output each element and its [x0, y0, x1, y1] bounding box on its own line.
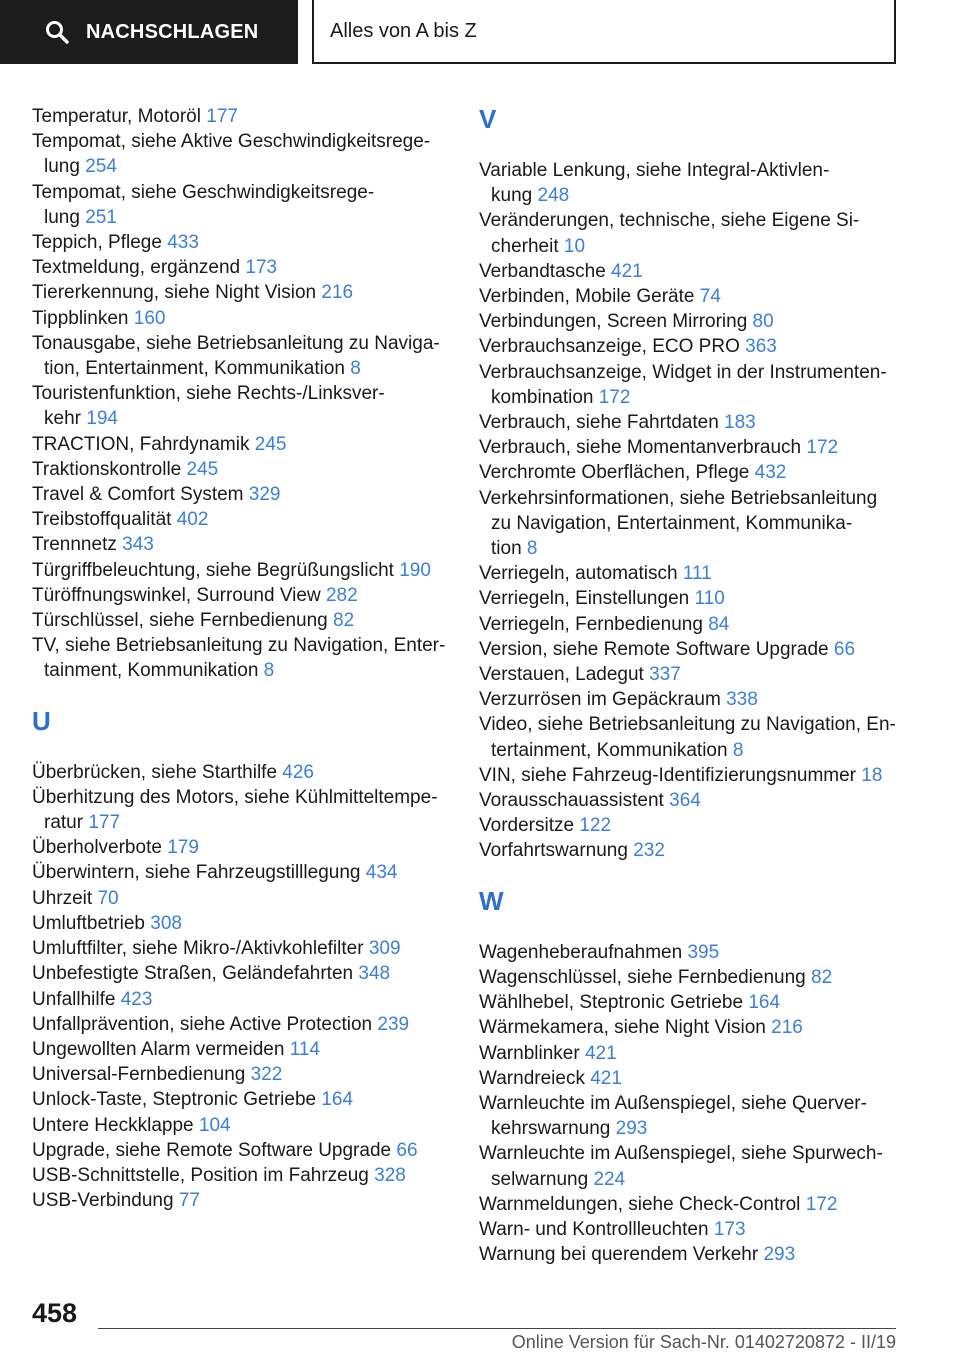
page-reference-link[interactable]: 395	[687, 941, 720, 963]
index-entry-text: Travel & Comfort System	[32, 484, 244, 506]
index-entry	[32, 255, 452, 280]
index-entry	[32, 961, 452, 986]
index-entry-text: Überhitzung des Motors, siehe Kühlmitteltempe-	[32, 786, 438, 808]
index-entry-text: Tippblinken	[32, 307, 129, 329]
page-reference-link[interactable]: 18	[861, 764, 883, 786]
nachschlagen-label: NACHSCHLAGEN	[86, 20, 259, 43]
footer-divider	[98, 1328, 896, 1329]
index-entry	[32, 987, 452, 1012]
page-reference-link[interactable]: 364	[669, 790, 701, 812]
page-reference-link[interactable]: 8	[350, 358, 361, 380]
index-entry	[32, 608, 452, 633]
index-entry-text: Temperatur, Motoröl	[32, 106, 201, 127]
index-entry-text: zu Navigation, Entertainment, Kommunika-	[491, 512, 853, 534]
page-reference-link[interactable]: 8	[263, 660, 275, 682]
index-entry	[479, 1141, 899, 1191]
index-entry	[479, 940, 899, 965]
index-entry-text: lung	[44, 156, 80, 178]
index-entry-text: Veränderungen, technische, siehe Eigene Si-	[479, 210, 860, 232]
index-entry-text: Wagenschlüssel, siehe Fernbedienung	[479, 966, 806, 988]
page-reference-link[interactable]: 421	[611, 260, 643, 282]
index-entry-text: Türöffnungswinkel, Surround View	[32, 584, 321, 606]
index-entry	[32, 1087, 452, 1112]
page-reference-link[interactable]: 421	[584, 1042, 617, 1064]
index-entry	[479, 208, 899, 258]
search-icon	[44, 19, 70, 45]
index-entry	[32, 180, 452, 230]
index-entry-text: tion	[491, 538, 522, 560]
index-entry	[32, 230, 452, 255]
page-reference-link[interactable]: 77	[178, 1190, 200, 1212]
index-entry-text: Verriegeln, automatisch	[479, 563, 678, 585]
index-entry	[479, 309, 899, 334]
page-reference-link[interactable]: 251	[85, 206, 117, 228]
index-letter-heading: U	[32, 705, 51, 736]
index-entry	[479, 662, 899, 687]
index-entry	[479, 1091, 899, 1141]
page-reference-link[interactable]: 172	[805, 1193, 838, 1215]
index-entry-text: Unfallhilfe	[32, 988, 116, 1010]
index-entry	[32, 860, 452, 885]
index-entry	[32, 457, 452, 482]
top-navigation-bar	[0, 0, 960, 66]
page-reference-link[interactable]: 173	[245, 257, 278, 279]
page-reference-link[interactable]: 172	[806, 437, 839, 459]
index-entry	[32, 1062, 452, 1087]
index-entry-text: Wagenheberaufnahmen	[479, 941, 683, 963]
page-reference-link[interactable]: 173	[713, 1218, 746, 1240]
page-reference-link[interactable]: 80	[752, 311, 774, 333]
page-reference-link[interactable]: 177	[206, 106, 238, 127]
index-entry	[32, 1037, 452, 1062]
index-entry-text: Teppich, Pflege	[32, 232, 162, 254]
index-entry	[479, 1242, 899, 1267]
page-reference-link[interactable]: 293	[615, 1118, 648, 1140]
index-entry-text: Verzurrösen im Gepäckraum	[479, 689, 721, 711]
page-reference-link[interactable]: 328	[374, 1164, 406, 1186]
index-entry	[479, 1217, 899, 1242]
index-entry-text: Warnleuchte im Außenspiegel, siehe Querver-	[479, 1092, 867, 1114]
index-entry	[479, 158, 899, 208]
index-entry	[32, 583, 452, 608]
page-reference-link[interactable]: 8	[732, 739, 744, 761]
index-entry-text: tainment, Kommunikation	[44, 660, 259, 682]
index-entry-text: Trennnetz	[32, 534, 117, 556]
page-reference-link[interactable]: 329	[248, 484, 281, 506]
index-entry	[479, 838, 899, 863]
index-entry-text: Warn- und Kontrollleuchten	[479, 1218, 709, 1240]
page-reference-link[interactable]: 84	[708, 613, 730, 635]
index-entry	[32, 835, 452, 860]
index-entry-text: Vordersitze	[479, 815, 575, 837]
page-reference-link[interactable]: 293	[763, 1244, 796, 1266]
index-entry	[479, 410, 899, 435]
index-entry-text: Verriegeln, Fernbedienung	[479, 613, 703, 635]
index-entry	[32, 886, 452, 911]
index-column-right	[479, 104, 899, 1267]
index-entry-text: kung	[491, 185, 533, 207]
index-entry-text: Türgriffbeleuchtung, siehe Begrüßungslicht	[32, 559, 394, 581]
page-reference-link[interactable]: 309	[368, 938, 401, 960]
index-entry-text: Überbrücken, siehe Starthilfe	[32, 761, 278, 783]
index-entry-text: Verkehrsinformationen, siehe Betriebsanleitung	[479, 487, 878, 509]
index-entry-text: tertainment, Kommunikation	[491, 739, 728, 761]
index-entry-text: Traktionskontrolle	[32, 458, 182, 480]
page-reference-link[interactable]: 245	[186, 458, 219, 480]
index-entry	[32, 760, 452, 785]
index-entry-text: Verbrauchsanzeige, ECO PRO	[479, 336, 740, 358]
page-reference-link[interactable]: 348	[358, 963, 391, 985]
index-entry-text: Unbefestigte Straßen, Geländefahrten	[32, 963, 354, 985]
index-entry-text: Variable Lenkung, siehe Integral-Aktivlen-	[479, 160, 830, 181]
index-entry-text: Umluftfilter, siehe Mikro-/Aktivkohlefilter	[32, 938, 364, 960]
index-entry-text: kombination	[491, 386, 594, 408]
page-reference-link[interactable]: 282	[325, 584, 358, 606]
index-entry-text: Vorausschauassistent	[479, 790, 664, 812]
index-entry-text: Verbinden, Mobile Geräte	[479, 286, 695, 308]
page-reference-link[interactable]: 433	[167, 232, 199, 254]
index-entry	[32, 1138, 452, 1163]
page-reference-link[interactable]: 82	[811, 966, 833, 988]
index-entry-text: kehr	[44, 408, 81, 430]
page-reference-link[interactable]: 104	[198, 1114, 231, 1136]
index-entry	[479, 788, 899, 813]
index-entry-text: Wärmekamera, siehe Night Vision	[479, 1017, 766, 1039]
index-entry	[32, 129, 452, 179]
index-entry	[479, 990, 899, 1015]
index-entry	[479, 259, 899, 284]
page-reference-link[interactable]: 343	[122, 534, 154, 556]
index-entry-text: Unfallprävention, siehe Active Protection	[32, 1013, 373, 1035]
index-entry-text: VIN, siehe Fahrzeug-Identifizierungsnummer	[479, 764, 857, 786]
index-entry	[479, 1192, 899, 1217]
page-reference-link[interactable]: 164	[748, 992, 781, 1014]
index-entry	[32, 532, 452, 557]
page-reference-link[interactable]: 308	[150, 912, 182, 934]
index-entry-text: Türschlüssel, siehe Fernbedienung	[32, 610, 328, 632]
index-column-left	[32, 104, 452, 1213]
index-entry	[32, 482, 452, 507]
nachschlagen-tab[interactable]	[0, 0, 298, 64]
index-entry-text: Version, siehe Remote Software Upgrade	[479, 638, 829, 660]
page-reference-link[interactable]: 177	[88, 812, 121, 834]
index-entry-text: Treibstoffqualität	[32, 509, 172, 531]
page-reference-link[interactable]: 248	[537, 185, 570, 207]
index-entry-text: Warndreieck	[479, 1067, 585, 1089]
page-reference-link[interactable]: 421	[590, 1067, 622, 1089]
index-entry-text: USB-Schnittstelle, Position im Fahrzeug	[32, 1164, 369, 1186]
index-entry	[479, 1015, 899, 1040]
index-entry-text: Warnblinker	[479, 1042, 580, 1064]
page-reference-link[interactable]: 194	[86, 408, 118, 430]
index-entry	[32, 306, 452, 331]
index-entry-text: Video, siehe Betriebsanleitung zu Navigation, En-	[479, 714, 896, 736]
index-entry-text: USB-Verbindung	[32, 1190, 174, 1212]
index-entry-text: cherheit	[491, 235, 559, 257]
index-entry	[479, 712, 899, 762]
page-reference-link[interactable]: 337	[649, 664, 681, 686]
index-entry-text: Überholverbote	[32, 837, 162, 859]
index-entry	[479, 334, 899, 359]
index-entry-text: Untere Heckklappe	[32, 1114, 194, 1136]
page-number: 458	[32, 1298, 78, 1328]
index-entry-text: Tempomat, siehe Aktive Geschwindigkeitsrege-	[32, 131, 431, 153]
index-entry	[32, 911, 452, 936]
index-entry	[479, 965, 899, 990]
index-entry-text: Verstauen, Ladegut	[479, 664, 644, 686]
index-entry-text: kehrswarnung	[491, 1118, 611, 1140]
page-reference-link[interactable]: 190	[399, 559, 431, 581]
index-entry-text: Verbrauch, siehe Momentanverbrauch	[479, 437, 802, 459]
index-entry	[479, 586, 899, 611]
index-entry-text: lung	[44, 206, 80, 228]
index-entry-text: Unlock-Taste, Steptronic Getriebe	[32, 1089, 317, 1111]
page-reference-link[interactable]: 179	[167, 837, 199, 859]
index-entry-text: Vorfahrtswarnung	[479, 840, 628, 862]
index-entry-text: Warnleuchte im Außenspiegel, siehe Spurwech-	[479, 1143, 883, 1165]
page-reference-link[interactable]: 232	[633, 840, 665, 862]
index-entry	[479, 435, 899, 460]
index-entry	[479, 637, 899, 662]
page-reference-link[interactable]: 160	[133, 307, 166, 329]
page-reference-link[interactable]: 66	[833, 638, 856, 660]
index-entry-text: TV, siehe Betriebsanleitung zu Navigation, Enter-	[32, 635, 446, 657]
index-entry-text: Ungewollten Alarm vermeiden	[32, 1038, 285, 1060]
index-entry	[479, 360, 899, 410]
index-entry	[479, 1041, 899, 1066]
index-entry	[479, 460, 899, 485]
page-reference-link[interactable]: 110	[694, 588, 725, 610]
index-entry	[32, 785, 452, 835]
index-entry	[479, 687, 899, 712]
page-reference-link[interactable]: 216	[771, 1017, 803, 1039]
index-entry-text: Verchromte Oberflächen, Pflege	[479, 462, 750, 484]
index-entry-text: Überwintern, siehe Fahrzeugstilllegung	[32, 862, 361, 884]
page-reference-link[interactable]: 172	[598, 386, 631, 408]
index-entry-text: Verbrauch, siehe Fahrtdaten	[479, 412, 719, 434]
index-entry-text: tion, Entertainment, Kommunikation	[44, 358, 345, 380]
index-entry	[32, 104, 452, 129]
footer-online-version: Online Version für Sach-Nr. 01402720872 - II/19	[511, 1332, 896, 1352]
index-entry	[32, 1188, 452, 1213]
index-entry-text: Touristenfunktion, siehe Rechts-/Linksver-	[32, 383, 385, 405]
index-entry-text: Warnung bei querendem Verkehr	[479, 1244, 759, 1266]
index-entry-text: Tonausgabe, siehe Betriebsanleitung zu Naviga-	[32, 332, 440, 354]
page-reference-link[interactable]: 245	[254, 433, 287, 455]
page-reference-link[interactable]: 111	[682, 563, 712, 585]
page-reference-link[interactable]: 82	[333, 610, 355, 632]
index-entry-text: Wählhebel, Steptronic Getriebe	[479, 992, 744, 1014]
index-entry-text: Verriegeln, Einstellungen	[479, 588, 690, 610]
index-entry	[32, 507, 452, 532]
index-entry-text: Universal-Fernbedienung	[32, 1064, 246, 1086]
page-reference-link[interactable]: 70	[97, 887, 119, 909]
index-entry	[32, 936, 452, 961]
index-entry-text: Verbandtasche	[479, 260, 606, 282]
index-entry-text: Upgrade, siehe Remote Software Upgrade	[32, 1139, 392, 1161]
index-entry	[32, 381, 452, 431]
page-reference-link[interactable]: 338	[726, 689, 758, 711]
page-reference-link[interactable]: 322	[250, 1064, 283, 1086]
page-reference-link[interactable]: 183	[724, 412, 756, 434]
index-entry-text: selwarnung	[491, 1168, 589, 1190]
section-tab-alles-von-a-bis-z[interactable]: Alles von A bis Z	[312, 0, 896, 64]
index-letter-heading: W	[479, 885, 504, 916]
page-reference-link[interactable]: 363	[745, 336, 777, 358]
index-entry	[479, 561, 899, 586]
page-reference-link[interactable]: 426	[282, 761, 314, 783]
index-entry	[479, 763, 899, 788]
page-reference-link[interactable]: 224	[593, 1168, 626, 1190]
page-reference-link[interactable]: 10	[563, 235, 586, 257]
index-entry-text: Verbindungen, Screen Mirroring	[479, 311, 748, 333]
index-entry	[32, 558, 452, 583]
page-reference-link[interactable]: 434	[365, 862, 398, 884]
index-entry	[479, 486, 899, 562]
page-reference-link[interactable]: 74	[699, 286, 721, 308]
page-reference-link[interactable]: 239	[377, 1013, 410, 1035]
page-reference-link[interactable]: 423	[120, 988, 153, 1010]
index-letter-heading: V	[479, 104, 497, 134]
index-entry	[479, 1066, 899, 1091]
index-entry	[479, 813, 899, 838]
index-entry	[32, 280, 452, 305]
index-entry-text: Umluftbetrieb	[32, 912, 145, 934]
index-entry-text: TRACTION, Fahrdynamik	[32, 433, 250, 455]
index-entry-text: Warnmeldungen, siehe Check-Control	[479, 1193, 801, 1215]
page-reference-link[interactable]: 432	[754, 462, 787, 484]
index-entry-text: Textmeldung, ergänzend	[32, 257, 241, 279]
page-reference-link[interactable]: 216	[321, 282, 354, 304]
index-entry-text: Verbrauchsanzeige, Widget in der Instrumenten-	[479, 361, 887, 383]
index-entry	[32, 1012, 452, 1037]
page-reference-link[interactable]: 114	[289, 1038, 320, 1060]
page-reference-link[interactable]: 66	[396, 1139, 418, 1161]
index-entry	[32, 1163, 452, 1188]
index-entry	[479, 284, 899, 309]
page-reference-link[interactable]: 8	[526, 538, 538, 560]
index-entry-text: Tiererkennung, siehe Night Vision	[32, 282, 317, 304]
page-reference-link[interactable]: 254	[85, 156, 117, 178]
index-entry	[32, 432, 452, 457]
index-entry	[32, 633, 452, 683]
page-reference-link[interactable]: 164	[321, 1089, 354, 1111]
page-reference-link[interactable]: 122	[579, 815, 612, 837]
index-entry-text: ratur	[44, 812, 84, 834]
index-entry	[32, 1113, 452, 1138]
index-entry-text: Uhrzeit	[32, 887, 93, 909]
page-reference-link[interactable]: 402	[176, 509, 209, 531]
index-entry	[479, 612, 899, 637]
index-entry-text: Tempomat, siehe Geschwindigkeitsrege-	[32, 181, 375, 203]
index-entry	[32, 331, 452, 381]
